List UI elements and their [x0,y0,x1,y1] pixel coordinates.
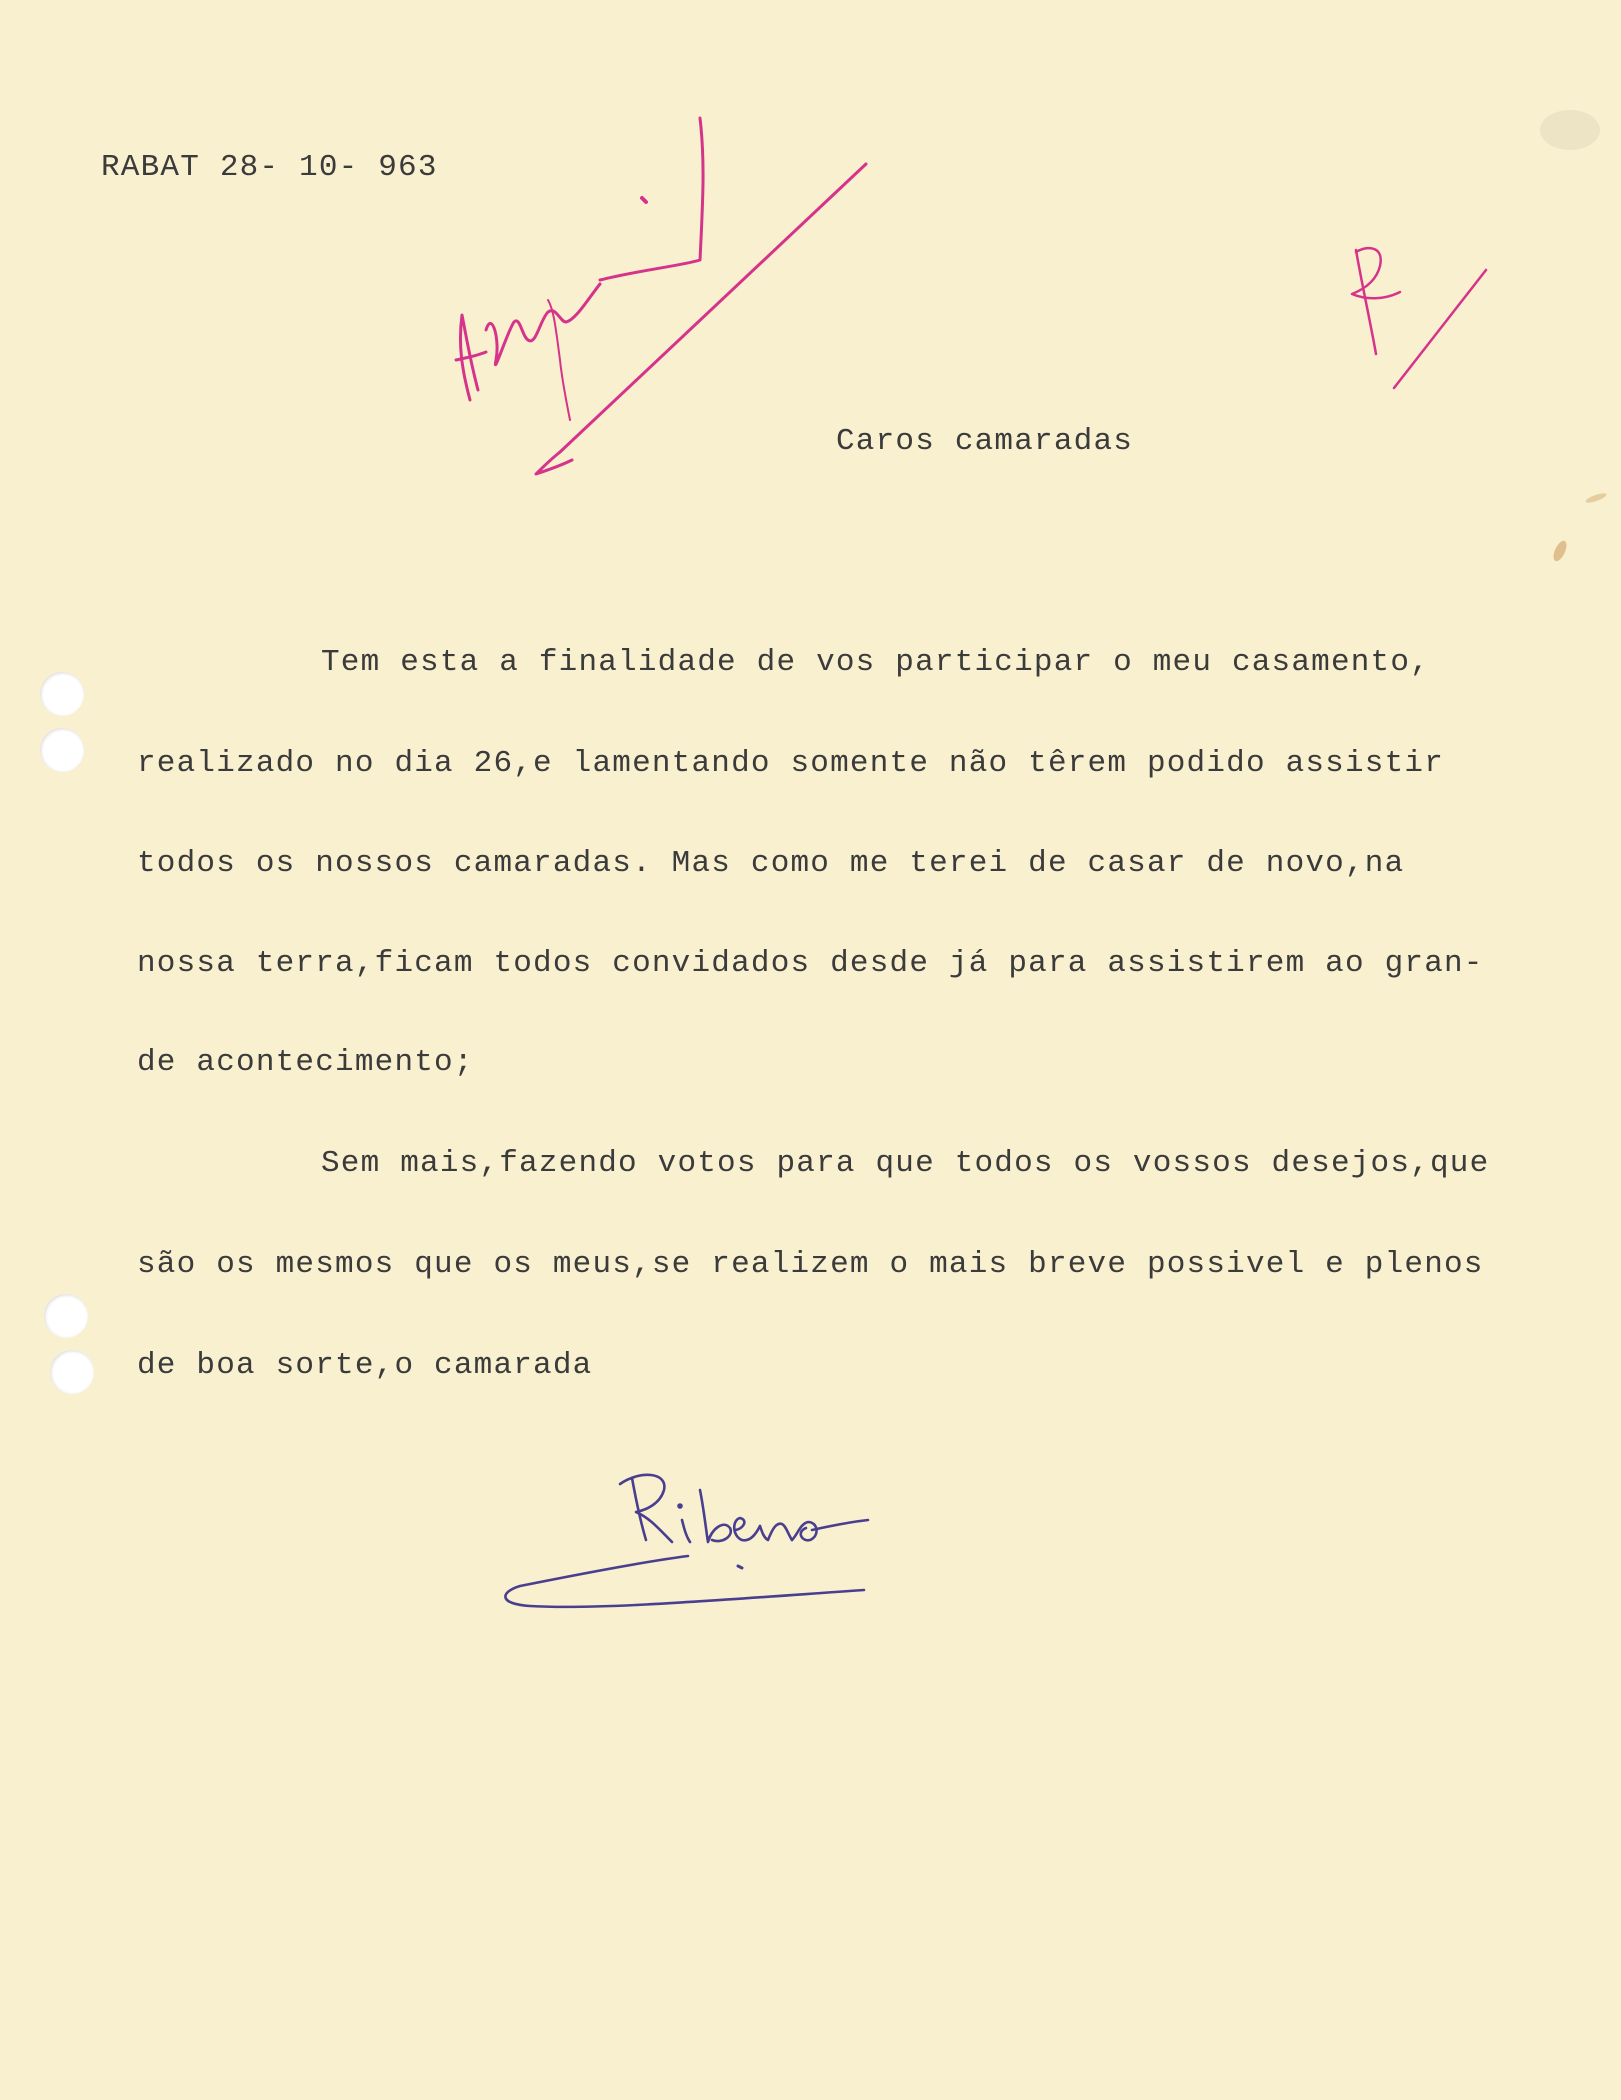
body-line: todos os nossos camaradas. Mas como me terei de casar de novo,na [137,846,1405,881]
body-line: Sem mais,fazendo votos para que todos os vossos desejos,que [321,1146,1490,1181]
body-line: nossa terra,ficam todos convidados desde já para assistirem ao gran- [137,946,1484,981]
body-line: realizado no dia 26,e lamentando somente não têrem podido assistir [137,746,1444,781]
body-line: Tem esta a finalidade de vos participar o meu casamento, [321,645,1430,680]
salutation: Caros camaradas [836,424,1134,459]
body-line: de acontecimento; [137,1045,474,1080]
body-line: de boa sorte,o camarada [137,1348,593,1383]
body-line: são os mesmos que os meus,se realizem o mais breve possivel e plenos [137,1247,1484,1282]
place-date: RABAT 28- 10- 963 [101,150,438,185]
